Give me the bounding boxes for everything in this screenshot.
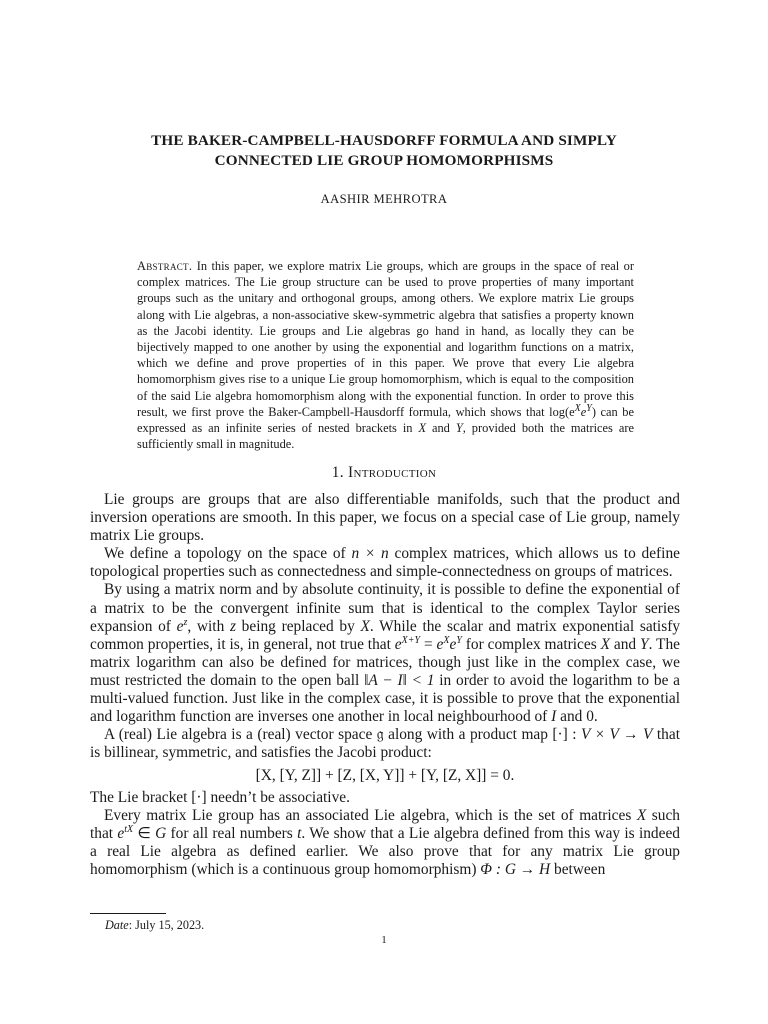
p6-e: e — [117, 824, 125, 842]
abstract-e: e — [580, 404, 587, 419]
p6-text-a: Every matrix Lie group has an associated Lie algebra, which is the set of matrices — [104, 806, 637, 824]
p6-t: t — [297, 824, 302, 842]
p3-text-a: By using a matrix norm and by absolute continuity, it is possible to define the exponential of a matrix to be the convergent infinite sum that is identical to the complex Taylor series expansion of — [90, 581, 680, 635]
abstract — [137, 258, 634, 452]
p6-phi: Φ : G → H — [480, 860, 551, 878]
p3-text-j: and 0. — [556, 708, 598, 726]
title-line-2: CONNECTED LIE GROUP HOMOMORPHISMS — [214, 151, 554, 169]
footnote-rule — [90, 913, 166, 914]
p3-z-sup: z — [183, 616, 188, 628]
p3-text-g: and — [609, 635, 641, 653]
page-number: 1 — [381, 934, 387, 946]
p3-eq-e3: e — [449, 635, 457, 653]
p6-X: X — [636, 806, 647, 824]
title-line-1: THE BAKER-CAMPBELL-HAUSDORFF FORMULA AND SIMPLY — [151, 132, 617, 149]
p3-X: X — [360, 617, 370, 635]
p3-eq-mid: = — [420, 635, 437, 653]
p3-eq-e2: e — [436, 635, 444, 653]
abstract-text-3: and — [426, 421, 456, 436]
p6-text-c: ∈ — [133, 824, 156, 842]
p3-text-i: in order to avoid the logarithm to be a multi-valued function. Just like in the complex case, it is possible to prove that the exponential and logarithm function are inverses one another in local neighbourhood of — [90, 671, 681, 726]
p3-text-c: being replaced by — [235, 617, 361, 635]
abstract-text-1: In this paper, we explore matrix Lie groups, which are groups in the space of real or complex matrices. The Lie group structure can be used to prove properties of many important groups such as the unitary and orthogonal groups, among others. We explore matrix Lie groups along with Lie algebras, a non-associative skew-symmetric algebra that satisfies a property known as the Jacobi identity. Lie groups and Lie algebras go hand in hand, as locally they can be bijectively mapped to one another by using the exponential and logarithm functions on a matrix, which we define and prove properties of in this paper. We prove that every Lie algebra homomorphism gives rise to a unique Lie group homomorphism, which is equal to the composition of the said Lie algebra homomorphism along with the exponential function. In order to prove this result, we first prove the Baker-Campbell-Hausdorff formula, which shows that log(e — [137, 259, 634, 419]
p3-ball: ‖A − I‖ < 1 — [364, 671, 435, 689]
abstract-sup-x: X — [574, 402, 581, 414]
p3-eq-s3: Y — [456, 634, 462, 646]
paragraph-4 — [90, 726, 680, 762]
paragraph-1: Lie groups are groups that are also differentiable manifolds, such that the product and inversion operations are smooth. In this paper, we focus on a special case of Lie group, namely matrix Lie groups. — [90, 491, 680, 545]
p6-G: G — [155, 824, 167, 842]
p2-text-a: We define a topology on the space of — [104, 545, 352, 563]
p3-text-h: . The matrix logarithm can also be defined for matrices, though just like in the complex case, we must restricted the domain to the open ball — [90, 635, 680, 689]
p6-tX: tX — [124, 823, 134, 835]
p3-text-f: for complex matrices — [461, 635, 601, 653]
paragraph-2 — [90, 545, 680, 581]
p3-Y: Y — [640, 635, 649, 653]
p3-eq-e1: e — [394, 635, 402, 653]
p4-map: V × V → V — [581, 726, 653, 744]
p3-eq-s1: X+Y — [401, 634, 421, 646]
footnote-text: : July 15, 2023. — [128, 918, 205, 932]
p3-X2: X — [600, 635, 610, 653]
p4-text-c: that is billinear, symmetric, and satisfies the Jacobi product: — [90, 726, 680, 762]
p6-text-d: for all real numbers — [166, 824, 298, 842]
p2-text-b: complex matrices, which allows us to define topological properties such as connectedness and simple-connectedness on groups of matrices. — [90, 545, 680, 581]
footnote-date — [105, 918, 204, 933]
p4-text-a: A (real) Lie algebra is a (real) vector space — [104, 726, 377, 744]
p3-eq-s2: X — [443, 634, 450, 646]
p6-text-b: such that — [90, 806, 681, 842]
section-heading-introduction: 1. Introduction — [331, 464, 437, 481]
abstract-var-x: X — [418, 421, 427, 436]
introduction-body — [90, 491, 680, 879]
abstract-heading: Abstract. — [137, 259, 193, 273]
abstract-sup-y: Y — [586, 402, 592, 414]
paragraph-5: The Lie bracket [·] needn’t be associative. — [90, 788, 350, 806]
footnote-label: Date — [105, 918, 129, 932]
p6-text-g: between — [550, 860, 606, 878]
p4-fraktur-g: 𝔤 — [376, 726, 384, 744]
abstract-text-4: , provided both the matrices are sufficiently small in magnitude. — [137, 421, 634, 452]
paragraph-6 — [90, 807, 680, 879]
p3-text-d: . While the scalar and matrix exponential satisfy common properties, it is, in general, not true that — [90, 617, 681, 653]
p3-e: e — [176, 617, 184, 635]
author-name: AASHIR MEHROTRA — [320, 192, 448, 206]
p3-z: z — [229, 617, 236, 635]
abstract-text-2: ) can be expressed as an infinite series of nested brackets in — [137, 404, 634, 436]
paragraph-3 — [90, 581, 680, 726]
abstract-var-y: Y — [455, 421, 463, 436]
p3-I: I — [551, 708, 557, 726]
p6-text-f: . We show that a Lie algebra defined from this way is indeed a real Lie algebra as defined earlier. We also prove that for any matrix Lie group homomorphism (which is a continuous group homomorphism) — [90, 824, 680, 878]
p4-text-b: along with a product map [·] : — [383, 726, 582, 744]
paper-title — [60, 131, 708, 170]
p2-math: n × n — [351, 545, 389, 563]
jacobi-equation: [X, [Y, Z]] + [Z, [X, Y]] + [Y, [Z, X]] = 0. — [255, 767, 515, 785]
p3-text-b: , with — [187, 617, 230, 635]
